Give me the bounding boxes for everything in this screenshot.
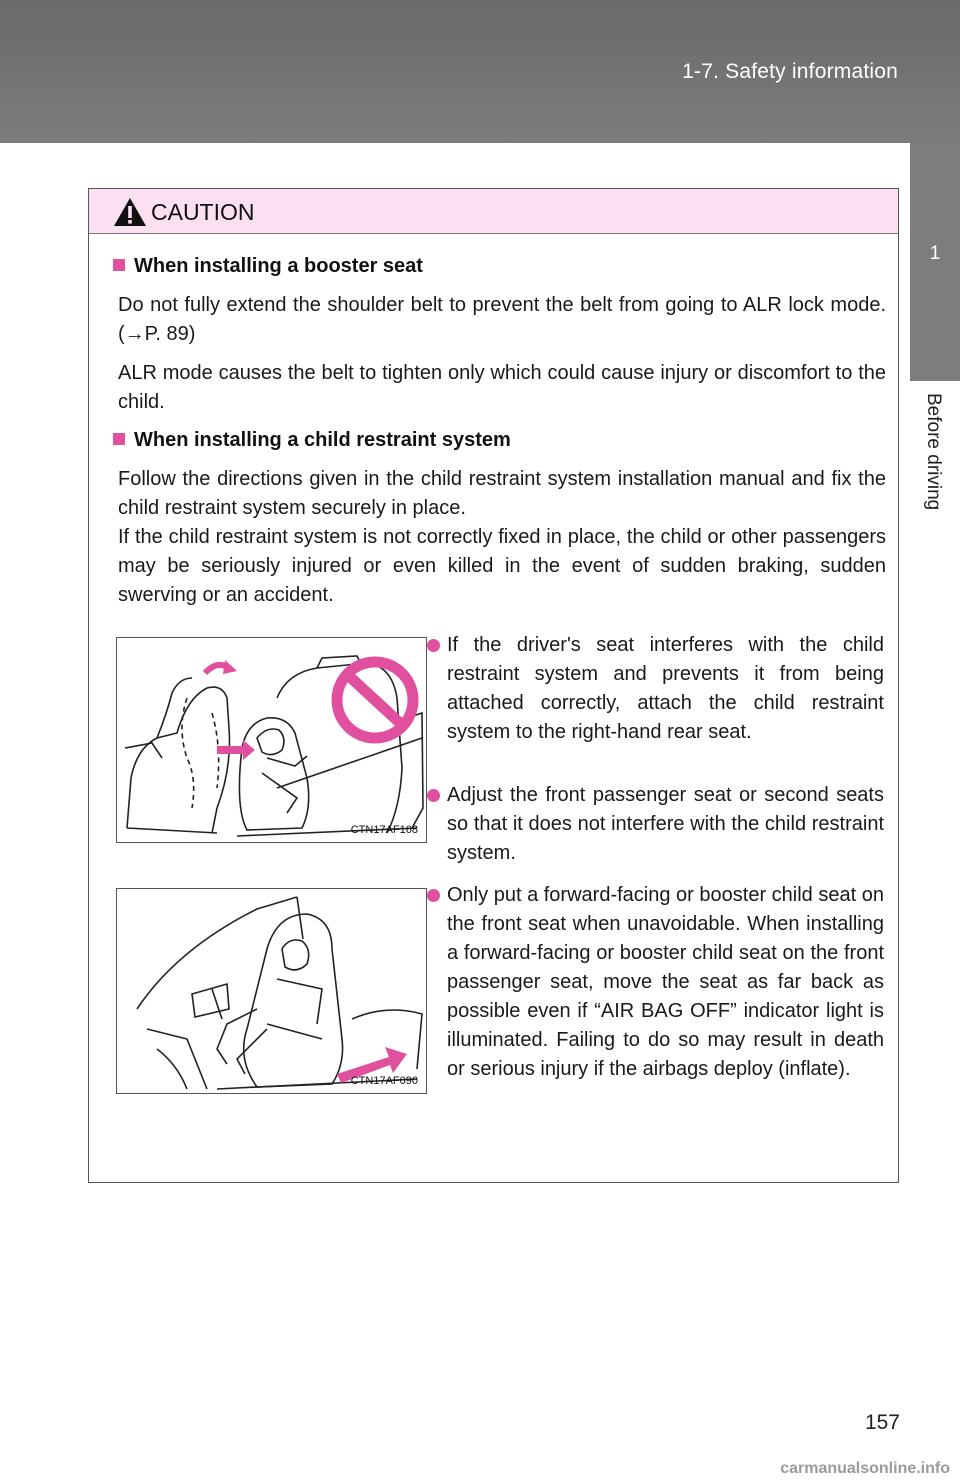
figure-code: CTN17AF090 xyxy=(350,1075,418,1087)
section-heading-text: When installing a child restraint system xyxy=(134,429,511,451)
bullet-text: Only put a forward-facing or booster child seat on the front seat when unavoidable. When installing a forward-facing or booster child seat on the front passenger seat, move the seat as far back as possible even if “AIR BAG OFF” indicator light is illuminated. Failing to do so may result in death or serious injury if the airbags deploy (inflate). xyxy=(447,884,884,1080)
chapter-tab xyxy=(910,143,960,381)
bullet-item xyxy=(427,631,884,747)
watermark: carmanualsonline.info xyxy=(780,1460,950,1477)
bullet-item xyxy=(427,781,884,868)
paragraph: Follow the directions given in the child restraint system installation manual and fix the child restraint system securely in place. xyxy=(118,468,886,519)
square-bullet-icon xyxy=(113,259,125,271)
caution-header xyxy=(89,189,898,234)
page-number: 157 xyxy=(864,1411,900,1434)
round-bullet-icon xyxy=(427,789,440,802)
section-title: 1-7. Safety information xyxy=(682,60,898,83)
round-bullet-icon xyxy=(427,639,440,652)
seat-interference-drawing xyxy=(117,638,427,843)
page-header xyxy=(0,0,960,143)
paragraph: Do not fully extend the shoulder belt to prevent the belt from going to ALR lock mode. (→P. 89) xyxy=(118,294,886,345)
paragraph: If the child restraint system is not correctly fixed in place, the child or other passengers may be seriously injured or even killed in the event of sudden braking, sudden swerving or an accident. xyxy=(118,526,886,606)
paragraph: ALR mode causes the belt to tighten only which could cause injury or discomfort to the child. xyxy=(118,362,886,413)
chapter-number: 1 xyxy=(929,243,941,264)
caution-box xyxy=(88,188,899,1183)
section-heading-text: When installing a booster seat xyxy=(134,255,423,277)
illustration-front-seat-booster xyxy=(116,888,427,1094)
section-heading-booster xyxy=(113,255,423,278)
section-heading-crs xyxy=(113,429,511,452)
bullet-text: Adjust the front passenger seat or second seats so that it does not interfere with the child restraint system. xyxy=(447,784,884,864)
bullet-text: If the driver's seat interferes with the child restraint system and prevents it from being attached correctly, attach the child restraint system to the right-hand rear seat. xyxy=(447,634,884,743)
chapter-label: Before driving xyxy=(923,393,944,511)
figure-code: CTN17AF168 xyxy=(350,824,418,836)
front-seat-booster-drawing xyxy=(117,889,427,1094)
chapter-label-area xyxy=(910,381,960,561)
round-bullet-icon xyxy=(427,889,440,902)
warning-triangle-icon xyxy=(113,197,147,227)
illustration-seat-interference xyxy=(116,637,427,843)
bullet-item xyxy=(427,881,884,1084)
square-bullet-icon xyxy=(113,433,125,445)
caution-title: CAUTION xyxy=(151,199,255,225)
